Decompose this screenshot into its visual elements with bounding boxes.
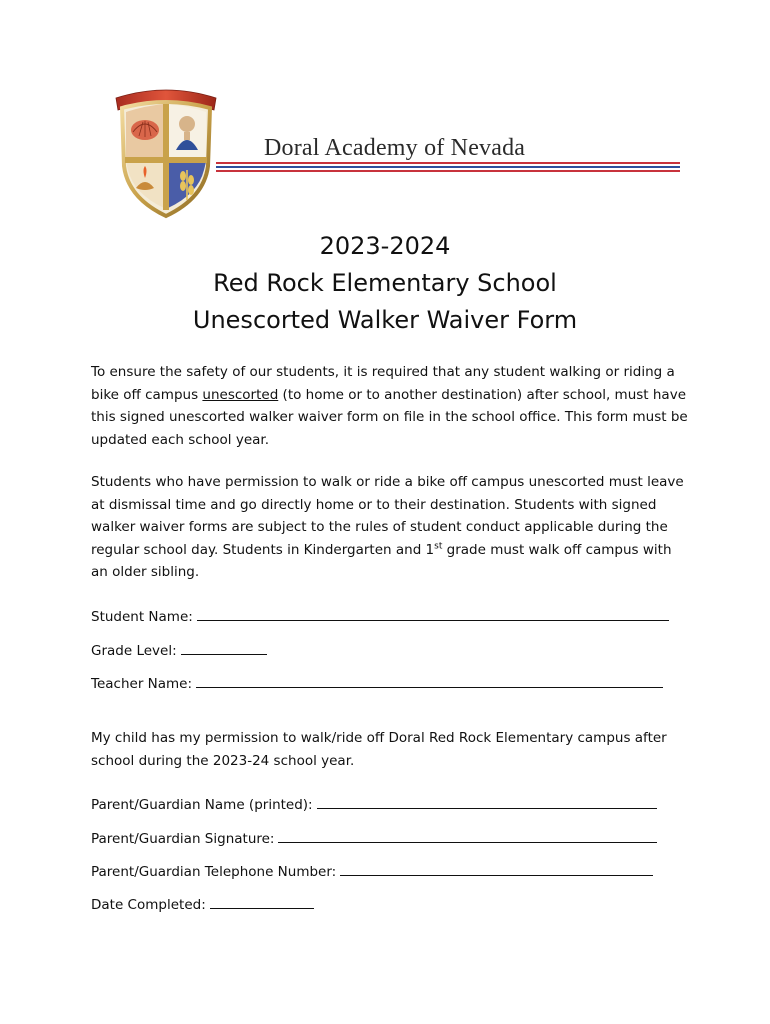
parent-phone-field[interactable] (340, 861, 653, 876)
parent-signature-field[interactable] (278, 828, 657, 843)
letterhead-rule-red (216, 162, 680, 164)
intro-text-b: (to home or to another destination) after school, must have this signed unescorted walker waiver form on file in the school office. This form must be updated each school year. (91, 386, 688, 448)
parent-signature-row (91, 828, 657, 849)
title-form-name: Unescorted Walker Waiver Form (192, 306, 578, 334)
letterhead-rule-blue (216, 166, 680, 168)
rules-paragraph (91, 471, 691, 584)
grade-level-field[interactable] (181, 640, 267, 655)
student-name-field[interactable] (197, 606, 669, 621)
grade-level-label: Grade Level: (91, 643, 177, 659)
title-school: Red Rock Elementary School (213, 269, 557, 297)
letterhead (0, 0, 770, 230)
title-year: 2023-2024 (319, 232, 451, 260)
rules-text-b: grade must walk off campus with an older sibling. (91, 541, 672, 580)
intro-underlined-word: unescorted (202, 386, 279, 403)
parent-name-label: Parent/Guardian Name (printed): (91, 797, 313, 813)
intro-paragraph (91, 361, 691, 451)
date-completed-row (91, 894, 314, 915)
parent-signature-label: Parent/Guardian Signature: (91, 831, 275, 847)
student-name-row (91, 606, 669, 627)
date-completed-field[interactable] (210, 894, 314, 909)
teacher-name-field[interactable] (196, 673, 663, 688)
grade-level-row (91, 640, 267, 661)
student-name-label: Student Name: (91, 609, 193, 625)
parent-phone-row (91, 861, 653, 882)
letterhead-rule-red-lower (216, 170, 680, 172)
teacher-name-row (91, 673, 663, 694)
date-completed-label: Date Completed: (91, 897, 206, 913)
rules-superscript: st (434, 541, 443, 551)
school-crest-shield-icon (114, 80, 218, 220)
school-name: Doral Academy of Nevada (264, 135, 526, 161)
rules-text-a: Students who have permission to walk or ride a bike off campus unescorted must leave at dismissal time and go directly home or to their destination. Students with signed walker waiver forms are subject to the rules of student conduct applicable during the regular school day. Students in Kindergarten and 1 (91, 474, 684, 558)
form-title (0, 228, 770, 339)
parent-name-row (91, 794, 657, 815)
teacher-name-label: Teacher Name: (91, 676, 193, 692)
parent-phone-label: Parent/Guardian Telephone Number: (91, 864, 337, 880)
parent-name-field[interactable] (317, 794, 657, 809)
intro-text-a: To ensure the safety of our students, it is required that any student walking or riding a bike off campus (91, 364, 675, 403)
permission-paragraph: My child has my permission to walk/ride off Doral Red Rock Elementary campus after school during the 2023-24 school year. (91, 730, 667, 769)
